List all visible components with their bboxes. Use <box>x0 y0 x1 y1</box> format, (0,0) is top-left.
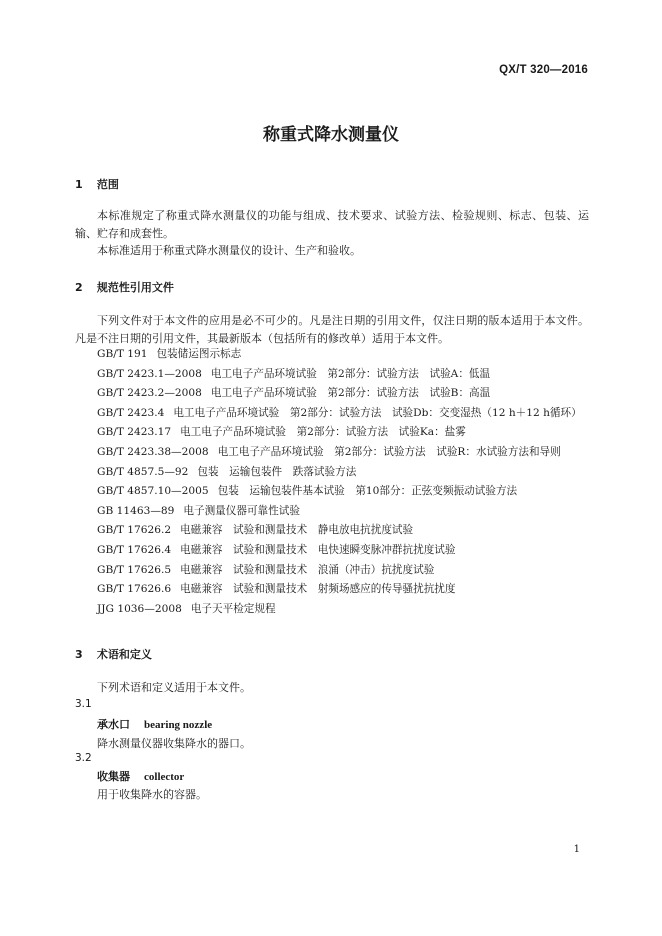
reference-title: 电工电子产品环境试验 第2部分：试验方法 试验Db：交变湿热（12 h＋12 h循环） <box>173 406 582 419</box>
section-title: 规范性引用文件 <box>96 281 174 294</box>
term-number: 3.1 <box>75 698 92 710</box>
reference-title: 包装储运图示标志 <box>156 348 242 360</box>
reference-title: 包装 运输包装件 跌落试验方法 <box>197 465 357 478</box>
reference-list <box>75 345 589 619</box>
reference-item <box>75 463 589 483</box>
section-number: 1 <box>75 178 83 191</box>
reference-title: 电子测量仪器可靠性试验 <box>183 504 300 517</box>
reference-code: GB/T 2423.17 <box>97 426 172 439</box>
reference-code: GB/T 17626.4 <box>97 543 172 556</box>
reference-code: GB/T 17626.2 <box>97 524 172 537</box>
reference-item <box>75 404 589 424</box>
term-name <box>97 768 184 784</box>
normative-intro-paragraph: 下列文件对于本文件的应用是必不可少的。凡是注日期的引用文件，仅注日期的版本适用于本文件。凡是不注日期的引用文件，其最新版本（包括所有的修改单）适用于本文件。 <box>75 314 589 345</box>
term-name-chinese: 收集器 <box>97 770 130 783</box>
reference-item <box>75 443 589 463</box>
term-definition: 降水测量仪器收集降水的器口。 <box>97 737 251 750</box>
scope-paragraph-1: 本标准规定了称重式降水测量仪的功能与组成、技术要求、试验方法、检验规则、标志、包装、运输、贮存和成套性。 <box>75 209 589 240</box>
reference-item <box>75 365 589 385</box>
reference-item <box>75 580 589 600</box>
term-definition: 用于收集降水的容器。 <box>97 788 207 801</box>
reference-title: 电磁兼容 试验和测量技术 浪涌（冲击）抗扰度试验 <box>180 563 435 576</box>
scope-paragraph-2: 本标准适用于称重式降水测量仪的设计、生产和验收。 <box>97 244 361 257</box>
reference-title: 包装 运输包装件基本试验 第10部分：正弦变频振动试验方法 <box>217 485 518 498</box>
reference-title: 电磁兼容 试验和测量技术 射频场感应的传导骚扰抗扰度 <box>180 583 456 596</box>
reference-code: GB/T 4857.5—92 <box>97 465 189 478</box>
reference-item <box>75 561 589 581</box>
term-name-english: bearing nozzle <box>144 719 213 731</box>
section-number: 3 <box>75 648 83 661</box>
reference-item <box>75 600 589 620</box>
reference-code: GB/T 191 <box>97 348 148 360</box>
term-name-chinese: 承水口 <box>97 718 130 731</box>
reference-code: JJG 1036—2008 <box>97 602 182 615</box>
reference-item <box>75 482 589 502</box>
reference-item <box>75 345 589 365</box>
section-1-heading <box>75 176 119 192</box>
section-title: 术语和定义 <box>96 648 152 661</box>
document-title: 称重式降水测量仪 <box>263 125 399 145</box>
reference-title: 电工电子产品环境试验 第2部分：试验方法 试验B：高温 <box>210 387 491 400</box>
reference-code: GB/T 2423.38—2008 <box>97 445 209 458</box>
reference-title: 电磁兼容 试验和测量技术 静电放电抗扰度试验 <box>180 524 414 537</box>
term-name <box>97 716 212 732</box>
term-number: 3.2 <box>75 752 92 764</box>
section-title: 范围 <box>96 178 119 191</box>
section-3-heading <box>75 646 152 662</box>
reference-item <box>75 502 589 522</box>
standard-code: QX/T 320—2016 <box>499 64 588 76</box>
reference-item <box>75 541 589 561</box>
reference-title: 电子天平检定规程 <box>190 602 276 615</box>
terms-intro-paragraph: 下列术语和定义适用于本文件。 <box>97 681 251 694</box>
reference-code: GB/T 2423.2—2008 <box>97 387 202 400</box>
reference-title: 电磁兼容 试验和测量技术 电快速瞬变脉冲群抗扰度试验 <box>180 543 456 556</box>
reference-title: 电工电子产品环境试验 第2部分：试验方法 试验Ka：盐雾 <box>180 426 466 439</box>
section-number: 2 <box>75 281 83 294</box>
reference-code: GB/T 17626.5 <box>97 563 172 576</box>
reference-code: GB/T 2423.4 <box>97 406 165 419</box>
page-number: 1 <box>573 844 580 855</box>
reference-code: GB/T 4857.10—2005 <box>97 485 209 498</box>
reference-item <box>75 521 589 541</box>
reference-item <box>75 384 589 404</box>
term-name-english: collector <box>144 771 185 783</box>
reference-code: GB/T 2423.1—2008 <box>97 367 202 380</box>
reference-item <box>75 423 589 443</box>
reference-code: GB 11463—89 <box>97 504 175 517</box>
section-2-heading <box>75 279 174 295</box>
reference-code: GB/T 17626.6 <box>97 583 172 596</box>
reference-title: 电工电子产品环境试验 第2部分：试验方法 试验A：低温 <box>210 367 491 380</box>
reference-title: 电工电子产品环境试验 第2部分：试验方法 试验R：水试验方法和导则 <box>217 445 561 458</box>
